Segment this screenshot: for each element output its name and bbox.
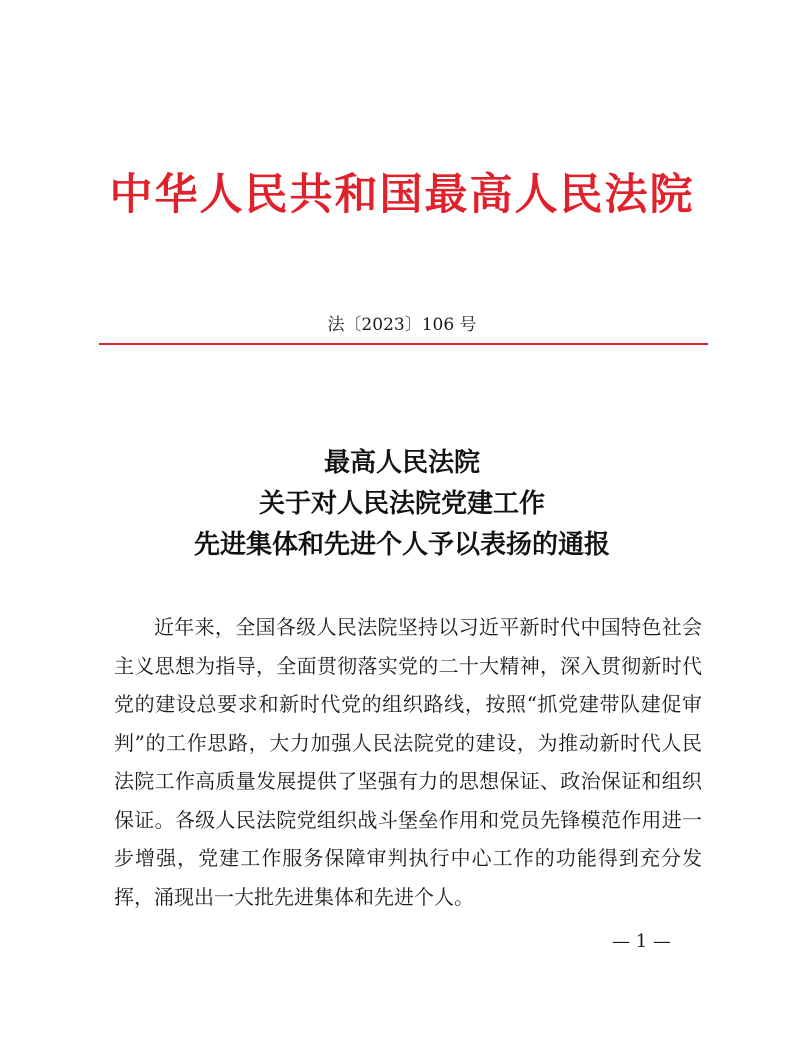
notice-title-line-1: 最高人民法院 [323,448,480,478]
issuer-title: 中华人民共和国最高人民法院 [109,170,695,220]
notice-title-line-3: 先进集体和先进个人予以表扬的通报 [193,530,610,560]
page-number: — 1 — [612,931,671,952]
document-number: 法〔2023〕106 号 [327,315,477,335]
notice-title [0,443,804,566]
notice-title-line-2: 关于对人民法院党建工作 [258,489,545,519]
red-divider-line [99,343,708,345]
body-paragraph: 近年来，全国各级人民法院坚持以习近平新时代中国特色社会主义思想为指导，全面贯彻落实党的二十大精神，深入贯彻新时代党的建设总要求和新时代党的组织路线，按照“抓党建带队建促审判”的工作思路，大力加强人民法院党的建设，为推动新时代人民法院工作高质量发展提供了坚强有力的思想保证、政治保证和组织保证。各级人民法院党组织战斗堡垒作用和党员先锋模范作用进一步增强，党建工作服务保障审判执行中心工作的功能得到充分发挥，涌现出一大批先进集体和先进个人。 [114,615,702,909]
